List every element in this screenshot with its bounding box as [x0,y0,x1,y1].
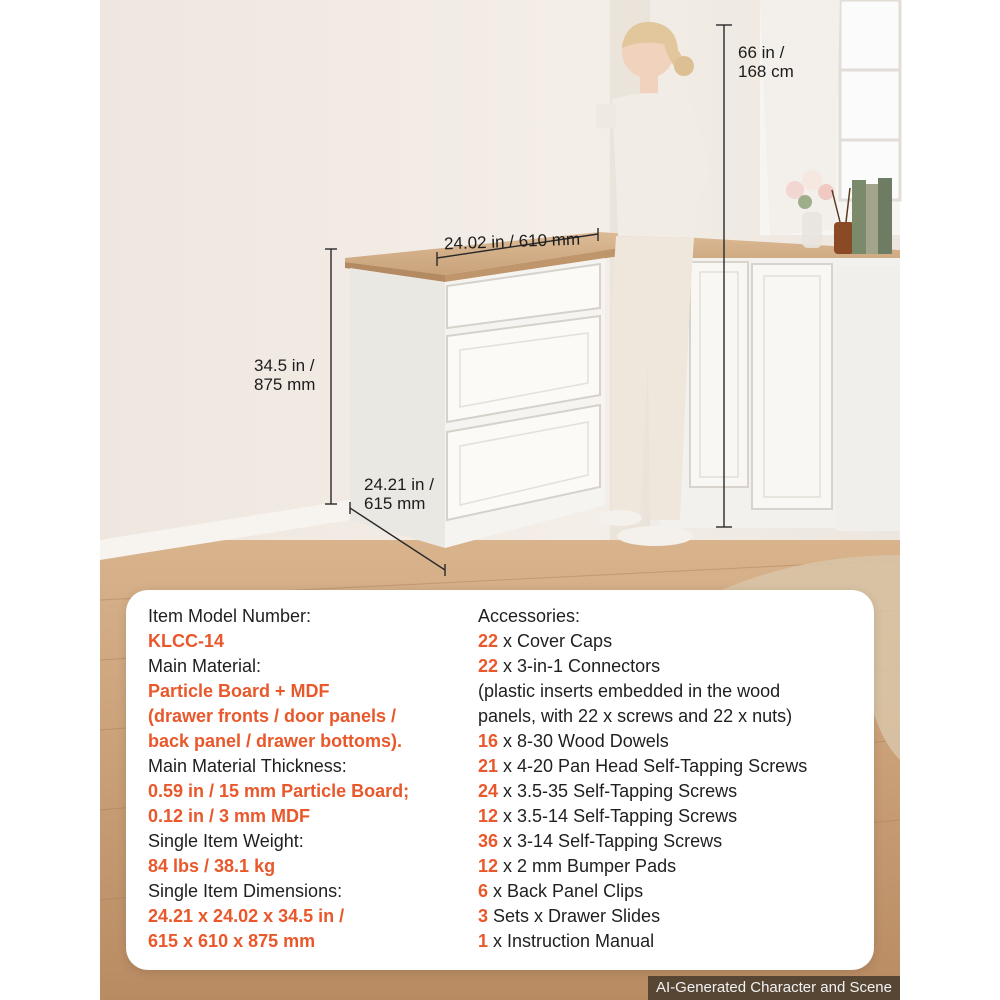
accessory-text: x Cover Caps [498,631,613,651]
accessory-text: Sets x Drawer Slides [488,906,661,926]
spec-value: 0.12 in / 3 mm MDF [148,806,311,826]
accessory-qty: 12 [478,806,499,826]
accessory-qty: 22 [478,656,499,676]
spec-line: Main Material: [148,656,262,676]
accessory-note [478,704,868,729]
accessory-item [478,904,868,929]
specifications-card [126,590,874,970]
accessory-note [478,679,868,704]
accessory-text: x 3-in-1 Connectors [498,656,661,676]
cabinet-depth-label: 24.21 in / 615 mm [364,475,434,513]
accessories-title: Accessories: [478,606,581,626]
accessory-text: x 8-30 Wood Dowels [498,731,669,751]
spec-value: Particle Board + MDF [148,681,330,701]
accessory-text: (plastic inserts embedded in the wood [478,681,781,701]
spec-line: Single Item Weight: [148,831,304,851]
accessory-item [478,754,868,779]
accessory-text: panels, with 22 x screws and 22 x nuts) [478,706,793,726]
accessory-qty: 6 [478,881,489,901]
spec-value: 24.21 x 24.02 x 34.5 in / [148,906,345,926]
accessory-qty: 21 [478,756,499,776]
accessory-qty: 16 [478,731,499,751]
accessory-qty: 1 [478,931,489,951]
accessory-text: x Instruction Manual [488,931,655,951]
spec-value: KLCC-14 [148,631,225,651]
drawers [447,264,600,520]
accessory-item [478,929,868,954]
accessory-text: x Back Panel Clips [488,881,644,901]
spec-line: Single Item Dimensions: [148,881,343,901]
accessory-text: x 3-14 Self-Tapping Screws [498,831,723,851]
specs-column [148,604,478,954]
ai-generated-badge: AI-Generated Character and Scene [648,976,900,1000]
accessory-text: x 4-20 Pan Head Self-Tapping Screws [498,756,808,776]
accessory-item [478,804,868,829]
accessory-qty: 3 [478,906,489,926]
accessory-qty: 22 [478,631,499,651]
accessory-text: x 3.5-35 Self-Tapping Screws [498,781,738,801]
accessory-item [478,829,868,854]
spec-value: (drawer fronts / door panels / [148,706,397,726]
accessory-item [478,629,868,654]
accessory-text: x 2 mm Bumper Pads [498,856,677,876]
accessory-qty: 24 [478,781,499,801]
accessory-item [478,879,868,904]
cabinet-width-label: 24.02 in / 610 mm [443,229,581,254]
accessory-item [478,654,868,679]
accessories-column [478,604,868,954]
spec-value: 0.59 in / 15 mm Particle Board; [148,781,410,801]
accessory-item [478,729,868,754]
cabinet-height-label: 34.5 in / 875 mm [254,356,316,394]
spec-value: 84 lbs / 38.1 kg [148,856,276,876]
spec-line: Main Material Thickness: [148,756,347,776]
accessory-item [478,779,868,804]
spec-value: 615 x 610 x 875 mm [148,931,316,951]
accessory-qty: 36 [478,831,499,851]
accessory-text: x 3.5-14 Self-Tapping Screws [498,806,738,826]
spec-line: Item Model Number: [148,606,312,626]
person-height-label: 66 in / 168 cm [738,43,794,81]
accessory-item [478,854,868,879]
spec-value: back panel / drawer bottoms). [148,731,403,751]
accessory-qty: 12 [478,856,499,876]
